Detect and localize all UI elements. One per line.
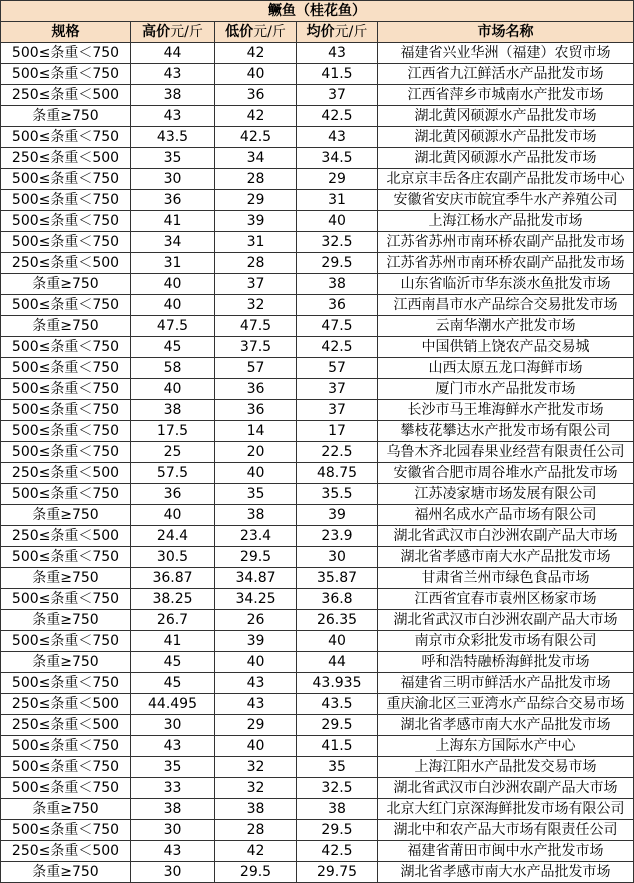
header-high-price-label: 高价 <box>142 24 171 40</box>
header-avg-price-unit: 元/斤 <box>334 24 368 40</box>
low-price-cell: 23.4 <box>215 526 297 547</box>
high-price-cell: 38 <box>131 400 215 421</box>
table-row <box>1 673 634 694</box>
market-cell: 南京市众彩批发市场有限公司 <box>378 631 634 652</box>
market-cell: 湖北黄冈硕源水产品批发市场 <box>378 127 634 148</box>
avg-price-cell: 35 <box>297 757 378 778</box>
table-row <box>1 841 634 862</box>
high-price-cell: 17.5 <box>131 421 215 442</box>
high-price-cell: 45 <box>131 673 215 694</box>
table-row <box>1 799 634 820</box>
spec-cell: 250≤条重＜500 <box>1 526 131 547</box>
market-cell: 福建省三明市鲜活水产品批发市场 <box>378 673 634 694</box>
avg-price-cell: 42.5 <box>297 106 378 127</box>
low-price-cell: 40 <box>215 64 297 85</box>
market-cell: 重庆渝北区三亚湾水产品综合交易市场 <box>378 694 634 715</box>
avg-price-cell: 41.5 <box>297 736 378 757</box>
spec-cell: 500≤条重＜750 <box>1 442 131 463</box>
spec-cell: 500≤条重＜750 <box>1 379 131 400</box>
market-cell: 江苏省苏州市南环桥农副产品批发市场 <box>378 232 634 253</box>
market-cell: 上海东方国际水产中心 <box>378 736 634 757</box>
table-row <box>1 715 634 736</box>
market-cell: 江苏凌家塘市场发展有限公司 <box>378 484 634 505</box>
table-row <box>1 547 634 568</box>
high-price-cell: 34 <box>131 232 215 253</box>
high-price-cell: 41 <box>131 631 215 652</box>
avg-price-cell: 39 <box>297 505 378 526</box>
high-price-cell: 30 <box>131 820 215 841</box>
table-row <box>1 568 634 589</box>
table-row <box>1 127 634 148</box>
table-body <box>1 43 634 883</box>
market-cell: 江苏省苏州市南环桥农副产品批发市场 <box>378 253 634 274</box>
market-cell: 攀枝花攀达水产批发市场有限公司 <box>378 421 634 442</box>
low-price-cell: 37 <box>215 274 297 295</box>
market-cell: 上海江阳水产品批发交易市场 <box>378 757 634 778</box>
low-price-cell: 29 <box>215 715 297 736</box>
spec-cell: 条重≥750 <box>1 862 131 883</box>
high-price-cell: 44.495 <box>131 694 215 715</box>
market-cell: 湖北省孝感市南大水产品批发市场 <box>378 547 634 568</box>
table-row <box>1 64 634 85</box>
low-price-cell: 32 <box>215 778 297 799</box>
table-row <box>1 316 634 337</box>
table-row <box>1 400 634 421</box>
high-price-cell: 24.4 <box>131 526 215 547</box>
header-market <box>378 22 634 43</box>
table-row <box>1 778 634 799</box>
low-price-cell: 38 <box>215 505 297 526</box>
header-low-price-unit: 元/斤 <box>253 24 286 40</box>
table-row <box>1 862 634 883</box>
table-row <box>1 295 634 316</box>
avg-price-cell: 40 <box>297 631 378 652</box>
high-price-cell: 35 <box>131 757 215 778</box>
avg-price-cell: 32.5 <box>297 232 378 253</box>
high-price-cell: 40 <box>131 295 215 316</box>
header-avg-price <box>297 22 378 43</box>
header-high-price-unit: 元/斤 <box>170 24 203 40</box>
avg-price-cell: 47.5 <box>297 316 378 337</box>
table-row <box>1 442 634 463</box>
high-price-cell: 40 <box>131 379 215 400</box>
high-price-cell: 38 <box>131 799 215 820</box>
avg-price-cell: 43 <box>297 127 378 148</box>
avg-price-cell: 41.5 <box>297 64 378 85</box>
high-price-cell: 38.25 <box>131 589 215 610</box>
low-price-cell: 28 <box>215 253 297 274</box>
avg-price-cell: 32.5 <box>297 778 378 799</box>
high-price-cell: 30 <box>131 169 215 190</box>
low-price-cell: 29.5 <box>215 547 297 568</box>
avg-price-cell: 44 <box>297 652 378 673</box>
table-row <box>1 358 634 379</box>
table-row <box>1 337 634 358</box>
low-price-cell: 20 <box>215 442 297 463</box>
market-cell: 安徽省合肥市周谷堆水产品批发市场 <box>378 463 634 484</box>
spec-cell: 500≤条重＜750 <box>1 589 131 610</box>
low-price-cell: 42 <box>215 106 297 127</box>
table-row <box>1 463 634 484</box>
spec-cell: 500≤条重＜750 <box>1 547 131 568</box>
spec-cell: 条重≥750 <box>1 274 131 295</box>
avg-price-cell: 38 <box>297 799 378 820</box>
low-price-cell: 14 <box>215 421 297 442</box>
high-price-cell: 30.5 <box>131 547 215 568</box>
avg-price-cell: 23.9 <box>297 526 378 547</box>
avg-price-cell: 43.935 <box>297 673 378 694</box>
spec-cell: 250≤条重＜500 <box>1 148 131 169</box>
high-price-cell: 43 <box>131 64 215 85</box>
market-cell: 江西南昌市水产品综合交易批发市场 <box>378 295 634 316</box>
market-cell: 江西省萍乡市城南水产批发市场 <box>378 85 634 106</box>
market-cell: 湖北省孝感市南大水产品批发市场 <box>378 715 634 736</box>
avg-price-cell: 34.5 <box>297 148 378 169</box>
avg-price-cell: 22.5 <box>297 442 378 463</box>
high-price-cell: 43 <box>131 841 215 862</box>
spec-cell: 500≤条重＜750 <box>1 400 131 421</box>
header-spec <box>1 22 131 43</box>
market-cell: 湖北中和农产品大市场有限责任公司 <box>378 820 634 841</box>
high-price-cell: 47.5 <box>131 316 215 337</box>
high-price-cell: 57.5 <box>131 463 215 484</box>
spec-cell: 500≤条重＜750 <box>1 337 131 358</box>
table-row <box>1 484 634 505</box>
avg-price-cell: 43.5 <box>297 694 378 715</box>
market-cell: 呼和浩特融桥海鲜批发市场 <box>378 652 634 673</box>
low-price-cell: 31 <box>215 232 297 253</box>
header-avg-price-label: 均价 <box>306 24 335 40</box>
low-price-cell: 36 <box>215 379 297 400</box>
low-price-cell: 39 <box>215 211 297 232</box>
spec-cell: 条重≥750 <box>1 568 131 589</box>
avg-price-cell: 17 <box>297 421 378 442</box>
low-price-cell: 47.5 <box>215 316 297 337</box>
avg-price-cell: 37 <box>297 379 378 400</box>
spec-cell: 500≤条重＜750 <box>1 358 131 379</box>
spec-cell: 500≤条重＜750 <box>1 127 131 148</box>
table-row <box>1 106 634 127</box>
market-cell: 山西太原五龙口海鲜市场 <box>378 358 634 379</box>
table-row <box>1 736 634 757</box>
market-cell: 湖北省武汉市白沙洲农副产品大市场 <box>378 526 634 547</box>
table-row <box>1 757 634 778</box>
spec-cell: 条重≥750 <box>1 652 131 673</box>
market-cell: 厦门市水产品批发市场 <box>378 379 634 400</box>
header-spec-label: 规格 <box>51 24 80 40</box>
avg-price-cell: 36 <box>297 295 378 316</box>
market-cell: 湖北省武汉市白沙洲农副产品大市场 <box>378 610 634 631</box>
low-price-cell: 35 <box>215 484 297 505</box>
table-row <box>1 379 634 400</box>
low-price-cell: 42 <box>215 841 297 862</box>
high-price-cell: 41 <box>131 211 215 232</box>
table-row <box>1 652 634 673</box>
low-price-cell: 40 <box>215 463 297 484</box>
market-cell: 中国供销上饶农产品交易城 <box>378 337 634 358</box>
avg-price-cell: 37 <box>297 85 378 106</box>
avg-price-cell: 31 <box>297 190 378 211</box>
table-row <box>1 526 634 547</box>
high-price-cell: 25 <box>131 442 215 463</box>
header-low-price-label: 低价 <box>225 24 254 40</box>
high-price-cell: 26.7 <box>131 610 215 631</box>
avg-price-cell: 29.5 <box>297 715 378 736</box>
market-cell: 福州名成水产品市场有限公司 <box>378 505 634 526</box>
market-cell: 江西省九江鲜活水产品批发市场 <box>378 64 634 85</box>
avg-price-cell: 37 <box>297 400 378 421</box>
low-price-cell: 32 <box>215 757 297 778</box>
low-price-cell: 42 <box>215 43 297 64</box>
high-price-cell: 58 <box>131 358 215 379</box>
spec-cell: 500≤条重＜750 <box>1 631 131 652</box>
avg-price-cell: 57 <box>297 358 378 379</box>
spec-cell: 条重≥750 <box>1 799 131 820</box>
spec-cell: 250≤条重＜500 <box>1 694 131 715</box>
avg-price-cell: 42.5 <box>297 337 378 358</box>
table-row <box>1 820 634 841</box>
high-price-cell: 43 <box>131 106 215 127</box>
low-price-cell: 42.5 <box>215 127 297 148</box>
market-cell: 山东省临沂市华东淡水鱼批发市场 <box>378 274 634 295</box>
title-row <box>1 1 634 22</box>
table-row <box>1 274 634 295</box>
spec-cell: 500≤条重＜750 <box>1 736 131 757</box>
market-cell: 福建省兴业华洲（福建）农贸市场 <box>378 43 634 64</box>
table-row <box>1 610 634 631</box>
high-price-cell: 36 <box>131 190 215 211</box>
market-cell: 北京京丰岳各庄农副产品批发市场中心 <box>378 169 634 190</box>
avg-price-cell: 40 <box>297 211 378 232</box>
table-title: 鳜鱼（桂花鱼） <box>1 1 634 22</box>
spec-cell: 条重≥750 <box>1 106 131 127</box>
high-price-cell: 33 <box>131 778 215 799</box>
spec-cell: 500≤条重＜750 <box>1 484 131 505</box>
avg-price-cell: 29.5 <box>297 820 378 841</box>
table-row <box>1 232 634 253</box>
table-row <box>1 211 634 232</box>
spec-cell: 250≤条重＜500 <box>1 715 131 736</box>
low-price-cell: 36 <box>215 400 297 421</box>
high-price-cell: 36 <box>131 484 215 505</box>
spec-cell: 条重≥750 <box>1 316 131 337</box>
market-cell: 湖北黄冈硕源水产品批发市场 <box>378 106 634 127</box>
spec-cell: 500≤条重＜750 <box>1 421 131 442</box>
high-price-cell: 30 <box>131 715 215 736</box>
spec-cell: 条重≥750 <box>1 505 131 526</box>
spec-cell: 500≤条重＜750 <box>1 673 131 694</box>
low-price-cell: 28 <box>215 820 297 841</box>
avg-price-cell: 35.87 <box>297 568 378 589</box>
high-price-cell: 43 <box>131 736 215 757</box>
spec-cell: 250≤条重＜500 <box>1 85 131 106</box>
low-price-cell: 28 <box>215 169 297 190</box>
low-price-cell: 29 <box>215 190 297 211</box>
low-price-cell: 38 <box>215 799 297 820</box>
avg-price-cell: 35.5 <box>297 484 378 505</box>
header-row <box>1 22 634 43</box>
header-low-price <box>215 22 297 43</box>
high-price-cell: 45 <box>131 337 215 358</box>
header-market-label: 市场名称 <box>477 24 534 40</box>
avg-price-cell: 26.35 <box>297 610 378 631</box>
low-price-cell: 34.87 <box>215 568 297 589</box>
avg-price-cell: 42.5 <box>297 841 378 862</box>
low-price-cell: 39 <box>215 631 297 652</box>
avg-price-cell: 29.75 <box>297 862 378 883</box>
low-price-cell: 29.5 <box>215 862 297 883</box>
avg-price-cell: 43 <box>297 43 378 64</box>
spec-cell: 500≤条重＜750 <box>1 190 131 211</box>
table-row <box>1 43 634 64</box>
spec-cell: 500≤条重＜750 <box>1 211 131 232</box>
table-row <box>1 631 634 652</box>
market-cell: 上海江杨水产品批发市场 <box>378 211 634 232</box>
high-price-cell: 44 <box>131 43 215 64</box>
low-price-cell: 34 <box>215 148 297 169</box>
market-cell: 安徽省安庆市皖宜季牛水产养殖公司 <box>378 190 634 211</box>
spec-cell: 500≤条重＜750 <box>1 64 131 85</box>
high-price-cell: 35 <box>131 148 215 169</box>
avg-price-cell: 38 <box>297 274 378 295</box>
table-row <box>1 589 634 610</box>
low-price-cell: 40 <box>215 652 297 673</box>
market-cell: 长沙市马王堆海鲜水产批发市场 <box>378 400 634 421</box>
avg-price-cell: 29.5 <box>297 253 378 274</box>
market-cell: 湖北省武汉市白沙洲农副产品大市场 <box>378 778 634 799</box>
low-price-cell: 34.25 <box>215 589 297 610</box>
spec-cell: 500≤条重＜750 <box>1 778 131 799</box>
high-price-cell: 31 <box>131 253 215 274</box>
market-cell: 北京大红门京深海鲜批发市场有限公司 <box>378 799 634 820</box>
spec-cell: 500≤条重＜750 <box>1 169 131 190</box>
high-price-cell: 43.5 <box>131 127 215 148</box>
market-cell: 湖北省孝感市南大水产品批发市场 <box>378 862 634 883</box>
avg-price-cell: 48.75 <box>297 463 378 484</box>
market-cell: 福建省莆田市闽中水产批发市场 <box>378 841 634 862</box>
low-price-cell: 43 <box>215 673 297 694</box>
table-row <box>1 505 634 526</box>
high-price-cell: 40 <box>131 274 215 295</box>
high-price-cell: 38 <box>131 85 215 106</box>
table-row <box>1 148 634 169</box>
market-cell: 江西省宜春市袁州区杨家市场 <box>378 589 634 610</box>
low-price-cell: 26 <box>215 610 297 631</box>
low-price-cell: 40 <box>215 736 297 757</box>
avg-price-cell: 29 <box>297 169 378 190</box>
market-cell: 乌鲁木齐北园春果业经营有限责任公司 <box>378 442 634 463</box>
avg-price-cell: 36.8 <box>297 589 378 610</box>
spec-cell: 500≤条重＜750 <box>1 295 131 316</box>
market-cell: 湖北黄冈硕源水产品批发市场 <box>378 148 634 169</box>
high-price-cell: 40 <box>131 505 215 526</box>
low-price-cell: 36 <box>215 85 297 106</box>
low-price-cell: 32 <box>215 295 297 316</box>
market-cell: 甘肃省兰州市绿色食品市场 <box>378 568 634 589</box>
table-row <box>1 421 634 442</box>
high-price-cell: 36.87 <box>131 568 215 589</box>
table-row <box>1 85 634 106</box>
low-price-cell: 37.5 <box>215 337 297 358</box>
spec-cell: 500≤条重＜750 <box>1 232 131 253</box>
header-high-price <box>131 22 215 43</box>
table-row <box>1 190 634 211</box>
spec-cell: 250≤条重＜500 <box>1 253 131 274</box>
avg-price-cell: 30 <box>297 547 378 568</box>
table-row <box>1 169 634 190</box>
table-row <box>1 694 634 715</box>
spec-cell: 条重≥750 <box>1 610 131 631</box>
high-price-cell: 45 <box>131 652 215 673</box>
high-price-cell: 30 <box>131 862 215 883</box>
spec-cell: 500≤条重＜750 <box>1 820 131 841</box>
market-cell: 云南华潮水产批发市场 <box>378 316 634 337</box>
low-price-cell: 43 <box>215 694 297 715</box>
spec-cell: 500≤条重＜750 <box>1 43 131 64</box>
low-price-cell: 57 <box>215 358 297 379</box>
spec-cell: 500≤条重＜750 <box>1 757 131 778</box>
spec-cell: 250≤条重＜500 <box>1 463 131 484</box>
spec-cell: 250≤条重＜500 <box>1 841 131 862</box>
table-row <box>1 253 634 274</box>
